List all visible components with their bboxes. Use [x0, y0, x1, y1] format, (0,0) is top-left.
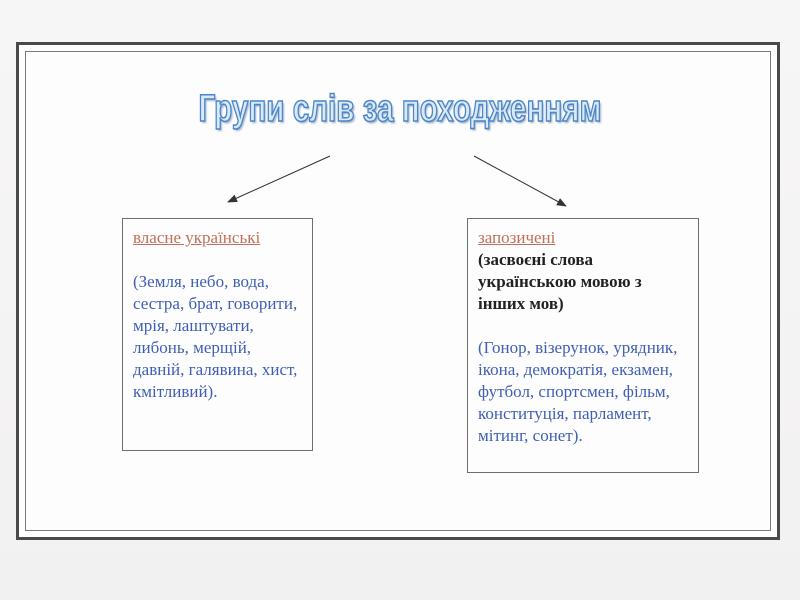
borrowed-words-subheading: (засвоєні слова українською мовою з інших мов) — [478, 250, 642, 313]
native-words-heading: власне українські — [133, 228, 261, 247]
arrow-right — [474, 156, 566, 206]
arrow-left — [228, 156, 330, 202]
borrowed-words-heading: запозичені — [478, 228, 556, 247]
borrowed-words-examples: (Гонор, візерунок, урядник, ікона, демократія, екзамен, футбол, спортсмен, фільм, конституція, парламент, мітинг, сонет). — [478, 338, 678, 445]
native-words-box — [122, 218, 313, 451]
borrowed-words-box — [467, 218, 699, 473]
native-words-examples: (Земля, небо, вода, сестра, брат, говорити, мрія, лаштувати, либонь, мерщій, давній, галявина, хист, кмітливий). — [133, 272, 298, 401]
slide-title: Групи слів за походженням — [198, 88, 602, 130]
